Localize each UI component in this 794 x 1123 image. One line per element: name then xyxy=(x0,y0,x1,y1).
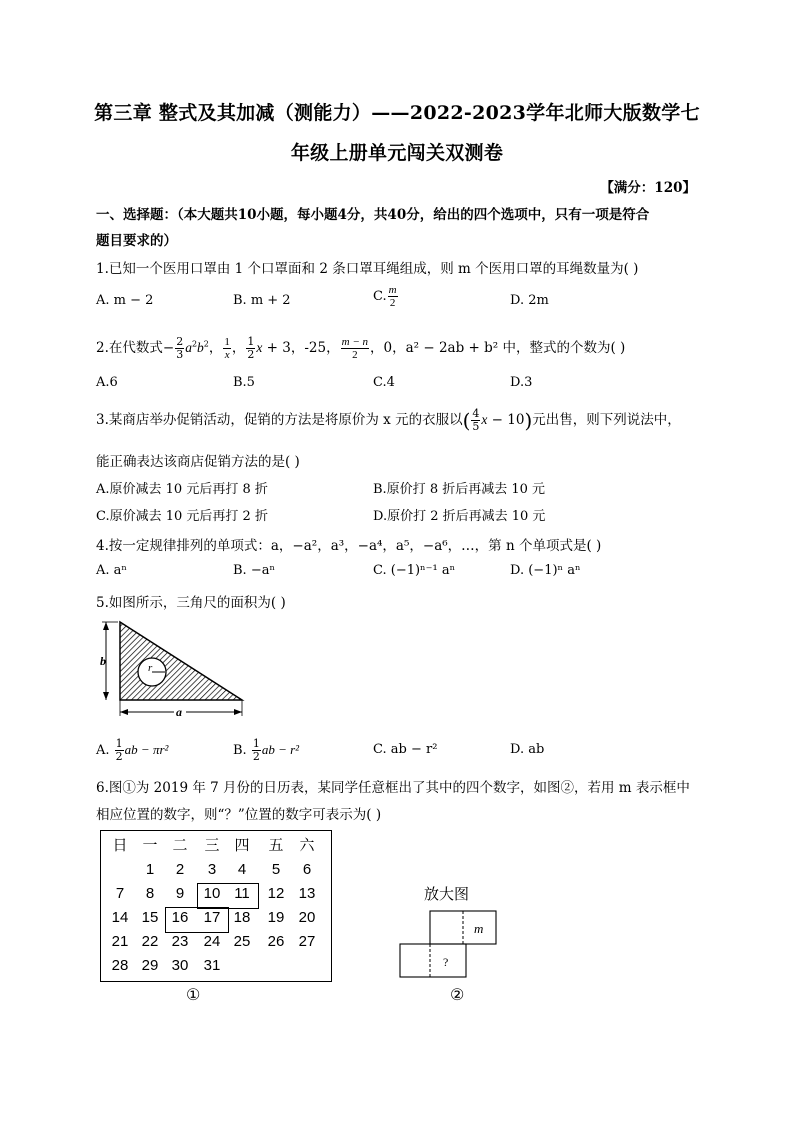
calendar-day: 17 xyxy=(203,909,221,926)
zoom-title: 放大图 xyxy=(424,885,470,903)
calendar-day: 30 xyxy=(171,957,189,974)
calendar-day: 24 xyxy=(203,933,221,950)
calendar-frame-bottom xyxy=(165,907,229,933)
full-score: 【满分：120】 xyxy=(600,180,696,196)
section-heading-cont: 题目要求的） xyxy=(96,233,177,249)
base-label: a xyxy=(176,705,182,719)
radius-label: r xyxy=(148,662,153,674)
q1-c-denominator: 2 xyxy=(389,297,396,310)
calendar-day: 21 xyxy=(111,933,129,950)
q4-option-d: D. (−1)ⁿ aⁿ xyxy=(510,563,581,578)
q2-option-c: C.4 xyxy=(373,375,395,390)
calendar-weekday: 二 xyxy=(172,837,188,854)
question-3: 3.某商店举办促销活动，促销的方法是将原价为 x 元的衣服以( $\frac{4}{5}$ x − 10)元出售，则下列说法中， xyxy=(96,407,681,434)
q1-option-a: A. m − 2 xyxy=(96,293,154,308)
triangle-shape xyxy=(120,622,242,700)
calendar-header-row xyxy=(101,834,331,858)
q5-option-d: D. ab xyxy=(510,742,545,757)
question-5: 5.如图所示，三角尺的面积为( ) xyxy=(96,595,286,611)
q4-option-a: A. aⁿ xyxy=(96,563,128,578)
calendar-day: 29 xyxy=(141,957,159,974)
zoom-question-mark: ? xyxy=(443,955,449,969)
calendar-day: 4 xyxy=(237,861,247,878)
triangle-ruler-figure xyxy=(96,616,256,720)
calendar-day: 18 xyxy=(233,909,251,926)
q1-option-b: B. m + 2 xyxy=(233,293,291,308)
question-6: 6.图①为 2019 年 7 月份的日历表，某同学任意框出了其中的四个数字，如图②，若用 m 表示框中 xyxy=(96,780,690,796)
question-1: 1.已知一个医用口罩由 1 个口罩面和 2 条口罩耳绳组成，则 m 个医用口罩的耳绳数量为( ) xyxy=(96,261,639,277)
q4-option-c: C. (−1)ⁿ⁻¹ aⁿ xyxy=(373,563,456,578)
calendar-day: 8 xyxy=(145,885,155,902)
calendar-day: 15 xyxy=(141,909,159,926)
calendar-day: 9 xyxy=(175,885,185,902)
q5-a-den: 2 xyxy=(115,750,123,764)
calendar-weekday: 一 xyxy=(142,837,158,854)
q3-expression: ( xyxy=(462,408,471,433)
question-3-cont: 能正确表达该商店促销方法的是( ) xyxy=(96,454,300,470)
exam-title-line1: 第三章 整式及其加减（测能力）——2022-2023学年北师大版数学七 xyxy=(94,102,700,124)
height-label: b xyxy=(100,654,106,668)
calendar-day: 2 xyxy=(175,861,185,878)
calendar-day: 16 xyxy=(171,909,189,926)
calendar-day: 25 xyxy=(233,933,251,950)
calendar-day: 19 xyxy=(267,909,285,926)
q2-option-a: A.6 xyxy=(96,375,118,390)
calendar-day: 22 xyxy=(141,933,159,950)
calendar-weekday: 六 xyxy=(299,837,315,854)
q2-text-start: 2.在代数式 xyxy=(96,340,163,357)
calendar-day: 14 xyxy=(111,909,129,926)
calendar-figure xyxy=(100,830,332,982)
q1-option-d: D. 2m xyxy=(510,293,549,308)
calendar-day: 3 xyxy=(207,861,217,878)
calendar-weekday: 日 xyxy=(112,837,128,854)
calendar-weekday: 三 xyxy=(204,837,220,854)
q3-text-end: 元出售，则下列说法中， xyxy=(532,412,681,429)
figure-1-caption: ① xyxy=(186,985,201,1004)
q5-a-num: 1 xyxy=(115,737,123,750)
q3-option-a: A.原价减去 10 元后再打 8 折 xyxy=(96,482,268,497)
q3-option-b: B.原价打 8 折后再减去 10 元 xyxy=(373,482,546,497)
q1-c-numerator: m xyxy=(388,284,397,296)
figure-2-caption: ② xyxy=(450,985,465,1004)
calendar-weekday: 五 xyxy=(268,837,284,854)
q5-option-c: C. ab − r² xyxy=(373,742,438,757)
q5-a-prefix: A. xyxy=(96,743,110,759)
calendar-week-row xyxy=(101,954,331,978)
calendar-day: 7 xyxy=(115,885,125,902)
q3-option-c: C.原价减去 10 元后再打 2 折 xyxy=(96,509,268,524)
calendar-day: 26 xyxy=(267,933,285,950)
q4-option-b: B. −aⁿ xyxy=(233,563,276,578)
question-6-cont: 相应位置的数字，则“？”位置的数字可表示为( ) xyxy=(96,807,382,823)
q5-option-b: B. $\frac{1}{2}$ ab − r² xyxy=(233,737,300,764)
calendar-day: 10 xyxy=(203,885,221,902)
zoom-m-label: m xyxy=(474,921,484,936)
calendar-day: 11 xyxy=(234,885,250,902)
calendar-day: 1 xyxy=(145,861,155,878)
calendar-frame-top xyxy=(197,883,259,909)
calendar-day: 23 xyxy=(171,933,189,950)
q2-text-end: ，0，a² − 2ab + b² 中，整式的个数为( ) xyxy=(370,340,626,357)
q3-option-d: D.原价打 2 折后再减去 10 元 xyxy=(373,509,546,524)
q2-option-b: B.5 xyxy=(233,375,255,390)
q5-b-prefix: B. xyxy=(233,743,247,759)
calendar-day: 12 xyxy=(267,885,285,902)
q5-a-expr: ab − πr² xyxy=(124,742,169,758)
question-4: 4.按一定规律排列的单项式：a，−a²，a³，−a⁴，a⁵，−a⁶，…，第 n 个单项式是( ) xyxy=(96,538,602,554)
q2-text-mid: ，-25， xyxy=(290,340,340,357)
calendar-day: 6 xyxy=(302,861,312,878)
q5-option-a xyxy=(96,738,168,763)
q5-b-expr: ab − r² xyxy=(261,742,300,758)
calendar-day: 28 xyxy=(111,957,129,974)
calendar-day: 5 xyxy=(271,861,281,878)
calendar-week-row xyxy=(101,930,331,954)
calendar-weekday: 四 xyxy=(234,837,250,854)
q3-text-start: 3.某商店举办促销活动，促销的方法是将原价为 x 元的衣服以 xyxy=(96,412,463,429)
q2-expr-2: $\frac{m - n}{2}$ xyxy=(341,336,368,362)
exam-title-line2: 年级上册单元闯关双测卷 xyxy=(290,142,504,164)
q2-expr-1: − $\frac{2}{3}$ $a^2b^2$， $\frac{1}{x}$ ， $\frac{1}{2}$ x + 3 xyxy=(162,335,291,362)
calendar-day: 20 xyxy=(298,909,316,926)
q2-option-d: D.3 xyxy=(510,375,533,390)
calendar-week-row xyxy=(101,858,331,882)
section-heading: 一、选择题：（本大题共10小题，每小题4分，共40分，给出的四个选项中，只有一项是符合 xyxy=(96,207,650,223)
calendar-day: 13 xyxy=(298,885,316,902)
calendar-day: 27 xyxy=(298,933,316,950)
q1-option-c-fraction xyxy=(388,284,398,309)
calendar-day: 31 xyxy=(203,957,221,974)
q1-option-c xyxy=(373,284,399,309)
question-2 xyxy=(96,336,625,361)
q1-option-c-prefix: C. xyxy=(373,289,387,305)
